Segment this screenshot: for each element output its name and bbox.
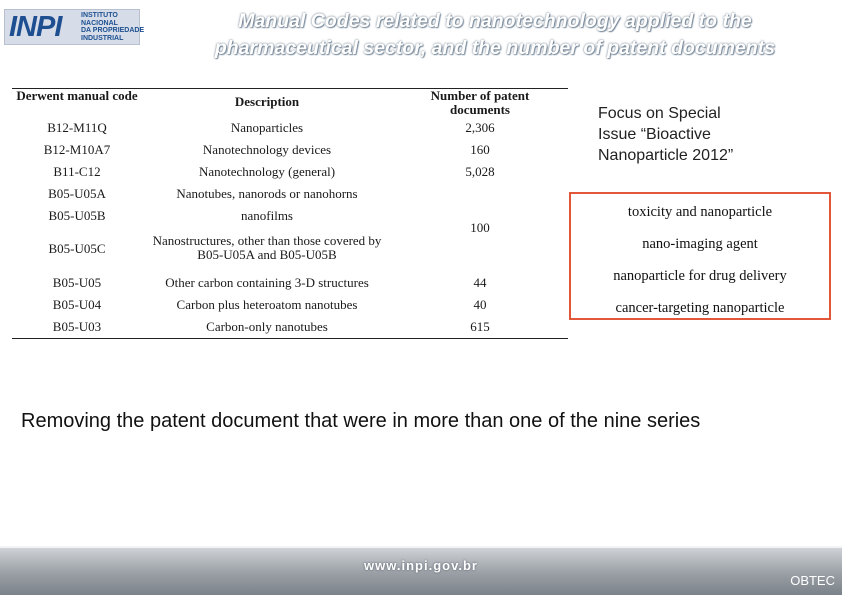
- logo-mark: INPI: [9, 11, 62, 43]
- header-code: Derwent manual code: [16, 88, 138, 103]
- row-5-code: B05-U05C: [48, 241, 106, 256]
- row-1-count: 160: [470, 142, 490, 157]
- row-4-count: 100: [470, 220, 490, 235]
- keyword-item: toxicity and nanoparticle: [627, 204, 773, 220]
- focus-text: Focus on Special Issue “Bioactive Nanoparticle 2012”: [598, 105, 734, 164]
- header-count: Number of patent documents: [430, 88, 530, 117]
- row-7-description: Carbon plus heteroatom nanotubes: [176, 297, 358, 312]
- row-5-description: Nanostructures, other than those covered by B05-U05A and B05-U05B: [152, 233, 382, 262]
- footer-divider: [0, 546, 842, 548]
- logo-subtitle: INSTITUTO NACIONAL DA PROPRIEDADE INDUSTRIAL: [81, 12, 145, 42]
- footnote-text: Removing the patent document that were in more than one of the nine series: [21, 410, 701, 432]
- keyword-item: cancer-targeting nanoparticle: [615, 300, 785, 316]
- inpi-logo: [4, 9, 145, 45]
- slide-title: Manual Codes related to nanotechnology applied to the pharmaceutical sector, and the number of patent documents: [214, 10, 776, 59]
- row-3-description: Nanotubes, nanorods or nanohorns: [176, 186, 358, 201]
- row-0-description: Nanoparticles: [230, 120, 304, 135]
- row-0-count: 2,306: [465, 120, 495, 135]
- slide-footer: [0, 546, 842, 595]
- row-7-code: B05-U04: [52, 297, 102, 312]
- row-2-code: B11-C12: [53, 164, 101, 179]
- row-4-description: nanofilms: [241, 208, 293, 223]
- table-bottom-rule: [12, 338, 568, 339]
- row-8-code: B05-U03: [52, 319, 102, 334]
- keyword-item: nano-imaging agent: [642, 236, 758, 252]
- row-4-code: B05-U05B: [48, 208, 106, 223]
- row-8-count: 615: [470, 319, 490, 334]
- row-6-description: Other carbon containing 3-D structures: [165, 275, 369, 290]
- row-1-code: B12-M10A7: [43, 142, 111, 157]
- row-3-code: B05-U05A: [48, 186, 106, 201]
- footer-url: www.inpi.gov.br: [364, 558, 478, 573]
- row-2-count: 5,028: [465, 164, 495, 179]
- row-6-code: B05-U05: [52, 275, 102, 290]
- row-7-count: 40: [473, 297, 487, 312]
- row-0-code: B12-M11Q: [47, 120, 107, 135]
- footer-org: OBTEC: [790, 573, 835, 588]
- keyword-item: nanoparticle for drug delivery: [613, 268, 787, 284]
- row-6-count: 44: [473, 275, 487, 290]
- row-2-description: Nanotechnology (general): [198, 164, 336, 179]
- row-1-description: Nanotechnology devices: [202, 142, 332, 157]
- keyword-box: [569, 192, 831, 320]
- header-description: Description: [234, 94, 300, 109]
- row-8-description: Carbon-only nanotubes: [206, 319, 328, 334]
- slide-header: [0, 0, 842, 70]
